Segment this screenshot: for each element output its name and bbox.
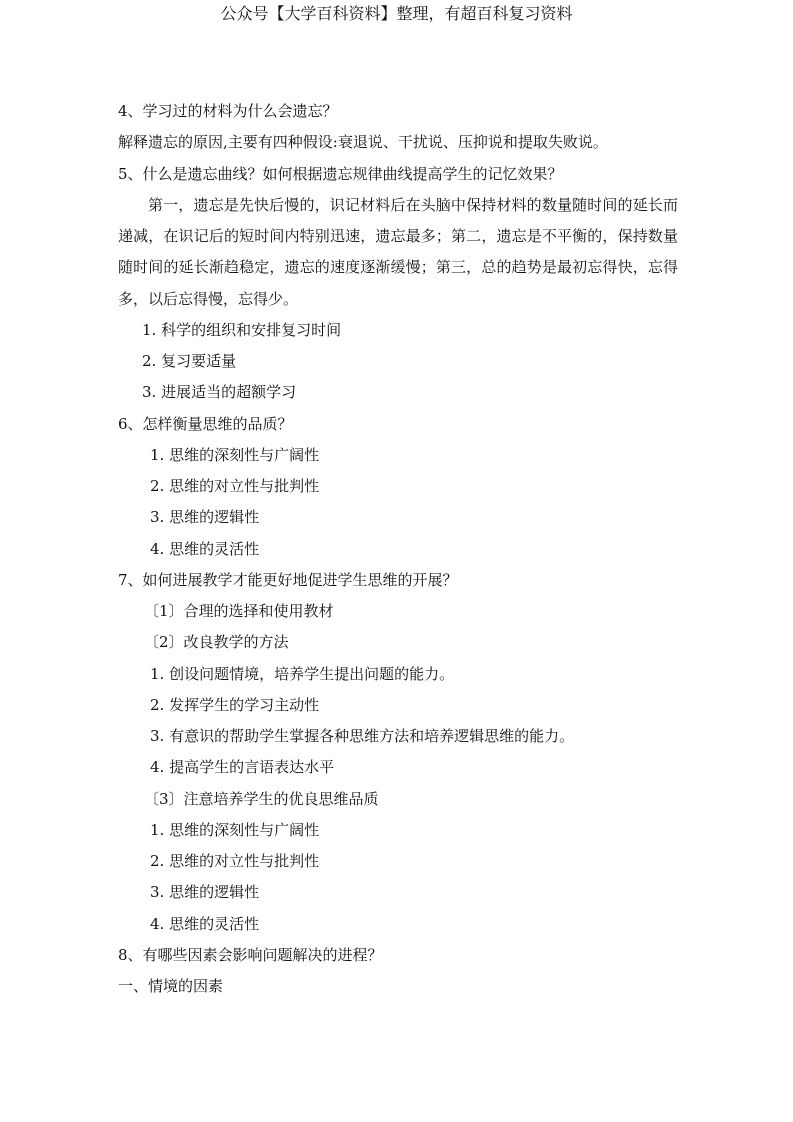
question-7-part-2: 〔2〕改良教学的方法	[144, 633, 289, 652]
document-body	[118, 96, 678, 1002]
question-7-part-1: 〔1〕合理的选择和使用教材	[144, 602, 334, 620]
question-5-item-3: 3. 进展适当的超额学习	[142, 383, 297, 402]
question-6-item-1: 1. 思维的深刻性与广阔性	[150, 445, 320, 464]
question-6-item-2: 2. 思维的对立性与批判性	[150, 477, 320, 495]
question-7-part-3-item-1: 1. 思维的深刻性与广阔性	[150, 820, 320, 839]
question-4-answer: 解释遗忘的原因,主要有四种假设:衰退说、干扰说、压抑说和提取失败说。	[118, 133, 608, 152]
question-7-part-2-item-3: 3. 有意识的帮助学生掌握各种思维方法和培养逻辑思维的能力。	[150, 727, 575, 745]
question-7-part-3: 〔3〕注意培养学生的优良思维品质	[144, 789, 379, 808]
question-5-paragraph: 第一，遗忘是先快后慢的，识记材料后在头脑中保持材料的数量随时间的延长而递减，在识记后的短时间内特别迅速，遗忘最多；第二，遗忘是不平衡的，保持数量随时间的延长渐趋稳定，遗忘的速度逐渐缓慢；第三，总的趋势是最初忘得快，忘得多，以后忘得慢，忘得少。	[118, 195, 678, 308]
question-7-part-3-item-3: 3. 思维的逻辑性	[150, 883, 260, 902]
question-5-item-2: 2. 复习要适量	[142, 352, 237, 370]
question-8-title: 8、有哪些因素会影响问题解决的进程？	[118, 945, 383, 964]
question-6-item-3: 3. 思维的逻辑性	[150, 508, 260, 527]
question-5-item-1: 1. 科学的组织和安排复习时间	[142, 320, 342, 339]
question-7-part-2-item-4: 4. 提高学生的言语表达水平	[150, 758, 335, 777]
question-7-title: 7、如何进展教学才能更好地促进学生思维的开展？	[118, 570, 458, 589]
question-7-part-3-item-2: 2. 思维的对立性与批判性	[150, 852, 320, 870]
question-8-section-1: 一、情境的因素	[118, 977, 224, 995]
page-header: 公众号【大学百科资料】整理，有超百科复习资料	[220, 4, 573, 23]
question-7-part-2-item-1: 1. 创设问题情境，培养学生提出问题的能力。	[150, 664, 455, 683]
question-5-title: 5、什么是遗忘曲线？如何根据遗忘规律曲线提高学生的记忆效果？	[118, 164, 563, 183]
question-4-title: 4、学习过的材料为什么会遗忘？	[118, 102, 338, 120]
question-7-part-2-item-2: 2. 发挥学生的学习主动性	[150, 695, 320, 714]
question-6-item-4: 4. 思维的灵活性	[150, 539, 260, 558]
question-6-title: 6、怎样衡量思维的品质？	[118, 414, 293, 433]
question-7-part-3-item-4: 4. 思维的灵活性	[150, 914, 260, 933]
